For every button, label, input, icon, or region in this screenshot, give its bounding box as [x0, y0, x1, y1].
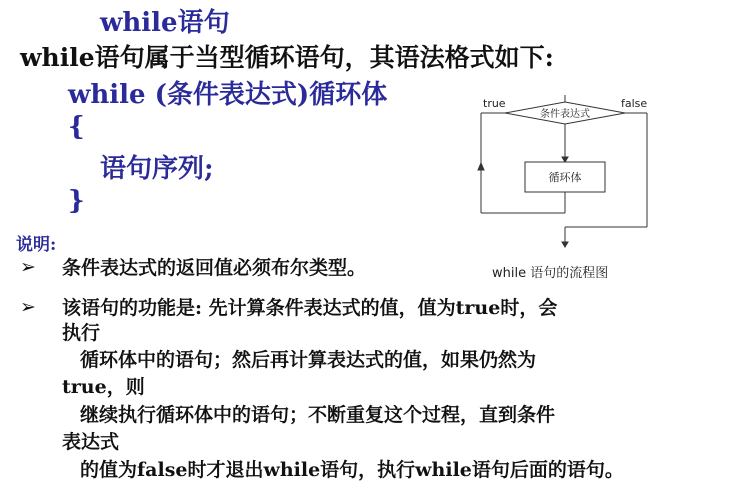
note-item-2-line-3: 循环体中的语句；然后再计算表达式的值，如果仍然为: [80, 349, 537, 371]
syntax-body: 语句序列;: [100, 154, 214, 184]
note-item-2-line-1: 该语句的功能是: 先计算条件表达式的值，值为true时，会: [62, 297, 558, 319]
bullet-icon: ➢: [20, 256, 36, 278]
note-item-2-line-6: 表达式: [62, 431, 120, 453]
condition-label: 条件表达式: [540, 109, 590, 120]
notes-label: 说明:: [16, 235, 57, 255]
while-flowchart: [475, 95, 675, 255]
note-item-2-line-4: true，则: [62, 376, 145, 398]
syntax-line: while (条件表达式)循环体: [68, 80, 388, 110]
page-title: while语句: [100, 8, 230, 38]
note-item-2-line-7: 的值为false时才退出while语句，执行while语句后面的语句。: [80, 459, 624, 481]
false-label: false: [621, 97, 648, 110]
note-item-1: 条件表达式的返回值必须布尔类型。: [62, 257, 367, 279]
bullet-icon: ➢: [20, 296, 36, 318]
true-label: true: [483, 97, 506, 110]
close-brace: }: [68, 186, 85, 216]
flowchart-caption: while 语句的流程图: [492, 266, 609, 281]
note-item-2-line-5: 继续执行循环体中的语句；不断重复这个过程，直到条件: [80, 404, 556, 426]
intro-text: while语句属于当型循环语句，其语法格式如下:: [20, 43, 554, 72]
open-brace: {: [68, 112, 85, 142]
note-item-2-line-2: 执行: [62, 322, 101, 344]
loop-body-label: 循环体: [548, 171, 582, 184]
